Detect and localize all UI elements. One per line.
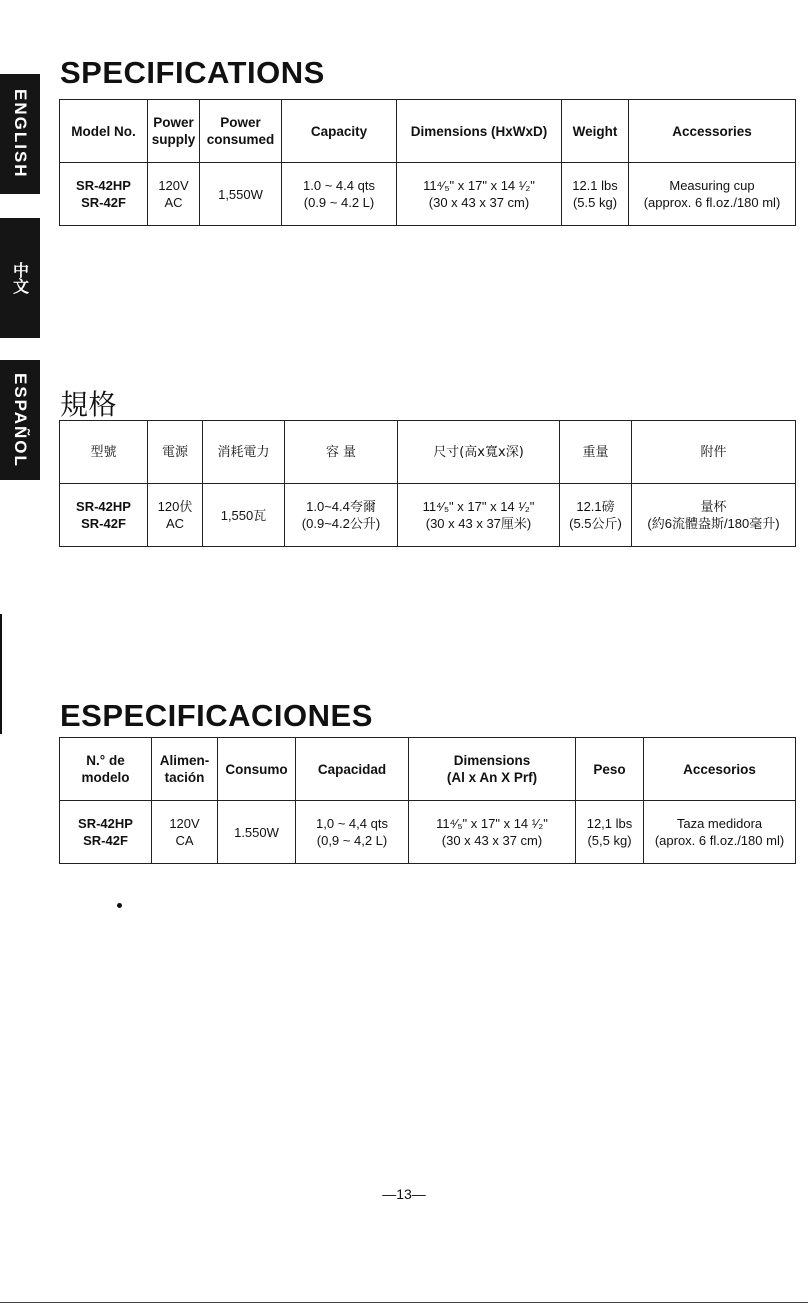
cell-text: (30 x 43 x 37 cm) [428,195,530,210]
left-margin-rule [0,614,2,734]
cell-text: (5.5公斤) [569,516,622,531]
side-tab-spanish[interactable] [0,360,40,480]
spec-table-spanish [59,737,796,864]
table-header-row [60,421,796,484]
header-text: Alimen- [159,753,210,768]
cell-text: (5,5 kg) [587,833,632,848]
model-number: SR-42HP [78,816,133,831]
cell-text: 1,0 ~ 4,4 qts [316,816,388,831]
spec-table-chinese [59,420,796,547]
header-text: Power [153,115,194,130]
header-model [60,738,152,801]
cell-text: 12.1 lbs [572,178,618,193]
header-text: consumed [206,132,275,147]
cell-weight [576,801,644,864]
header-power-consumed [200,100,282,163]
cell-text: (0.9 ~ 4.2 L) [303,195,375,210]
cell-text: (30 x 43 x 37 cm) [441,833,543,848]
cell-text: (5.5 kg) [572,195,618,210]
cell-text: (30 x 43 x 37厘米) [425,516,532,531]
cell-power-consumed: 1,550W [200,163,282,226]
header-dimensions: 尺寸(高x寬x深) [398,421,560,484]
header-text: Power [220,115,261,130]
stray-dot [117,903,122,908]
cell-text: 11⁴⁄₅" x 17" x 14 ¹⁄₂" [436,816,548,831]
header-power-supply [148,100,200,163]
cell-text: 120伏 [157,499,193,514]
header-text: Dimensions [453,753,531,768]
table-header-row [60,738,796,801]
cell-dimensions [397,163,562,226]
header-accessories: Accesorios [644,738,796,801]
header-dimensions [409,738,576,801]
table-row [60,163,796,226]
header-power-supply: 電源 [148,421,203,484]
header-weight: Weight [562,100,629,163]
header-text: supply [151,132,196,147]
cell-text: 11⁴⁄₅" x 17" x 14 ¹⁄₂" [422,499,535,514]
cell-text: 1.0 ~ 4.4 qts [303,178,375,193]
header-power-supply [152,738,218,801]
spec-table-english [59,99,796,226]
table-row [60,484,796,547]
cell-text: (0,9 ~ 4,2 L) [316,833,388,848]
table-header-row [60,100,796,163]
side-tab-chinese[interactable] [0,218,40,338]
cell-accessories [632,484,796,547]
cell-text: AC [165,516,185,531]
heading-specifications: SPECIFICATIONS [60,55,325,90]
header-accessories: Accessories [629,100,796,163]
cell-dimensions [398,484,560,547]
header-model: 型號 [60,421,148,484]
cell-model [60,801,152,864]
cell-text: 12.1磅 [576,499,615,514]
cell-capacity [296,801,409,864]
cell-text: (aprox. 6 fl.oz./180 ml) [654,833,785,848]
cell-text: 120V [158,178,189,193]
cell-accessories [644,801,796,864]
model-number: SR-42F [81,516,126,531]
cell-power-consumed: 1.550W [218,801,296,864]
side-tab-english[interactable] [0,74,40,194]
cell-dimensions [409,801,576,864]
cell-text: (約6流體盎斯/180毫升) [647,516,780,531]
cell-model [60,484,148,547]
heading-especificaciones: ESPECIFICACIONES [60,698,373,733]
header-capacity: Capacidad [296,738,409,801]
header-text: N.° de [86,753,125,768]
cell-text: 1.0~4.4夸爾 [306,499,376,514]
cell-text: CA [175,833,194,848]
header-text: tación [164,770,205,785]
cell-weight [560,484,632,547]
cell-power-consumed: 1,550瓦 [203,484,285,547]
header-capacity: Capacity [282,100,397,163]
model-number: SR-42HP [76,499,131,514]
cell-text: AC [164,195,183,210]
header-power-consumed: 消耗電力 [203,421,285,484]
cell-power-supply [148,484,203,547]
page-number: —13— [382,1186,426,1202]
header-model: Model No. [60,100,148,163]
header-dimensions: Dimensions (HxWxD) [397,100,562,163]
cell-text: 量杯 [700,499,727,514]
header-text: (Al x An X Prf) [446,770,538,785]
header-accessories: 附件 [632,421,796,484]
side-tab-chinese-label: 中文 [10,262,30,294]
header-power-consumed: Consumo [218,738,296,801]
heading-specifications-chinese: 規格 [60,388,118,421]
table-row [60,801,796,864]
cell-capacity [285,484,398,547]
header-text: modelo [81,770,130,785]
model-number: SR-42F [81,195,126,210]
model-number: SR-42F [83,833,128,848]
side-tab-english-label: ENGLISH [11,89,30,179]
cell-weight [562,163,629,226]
header-capacity: 容 量 [285,421,398,484]
cell-capacity [282,163,397,226]
cell-text: 120V [169,816,200,831]
cell-power-supply [152,801,218,864]
cell-power-supply [148,163,200,226]
cell-accessories [629,163,796,226]
bottom-rule [0,1302,808,1303]
cell-text: (0.9~4.2公升) [301,516,381,531]
cell-model [60,163,148,226]
header-weight: Peso [576,738,644,801]
cell-text: Taza medidora [676,816,763,831]
side-tab-spanish-label: ESPAÑOL [11,372,30,468]
cell-text: (approx. 6 fl.oz./180 ml) [643,195,781,210]
cell-text: Measuring cup [669,178,755,193]
model-number: SR-42HP [76,178,131,193]
cell-text: 12,1 lbs [586,816,633,831]
header-weight: 重量 [560,421,632,484]
cell-text: 11⁴⁄₅" x 17" x 14 ¹⁄₂" [423,178,535,193]
